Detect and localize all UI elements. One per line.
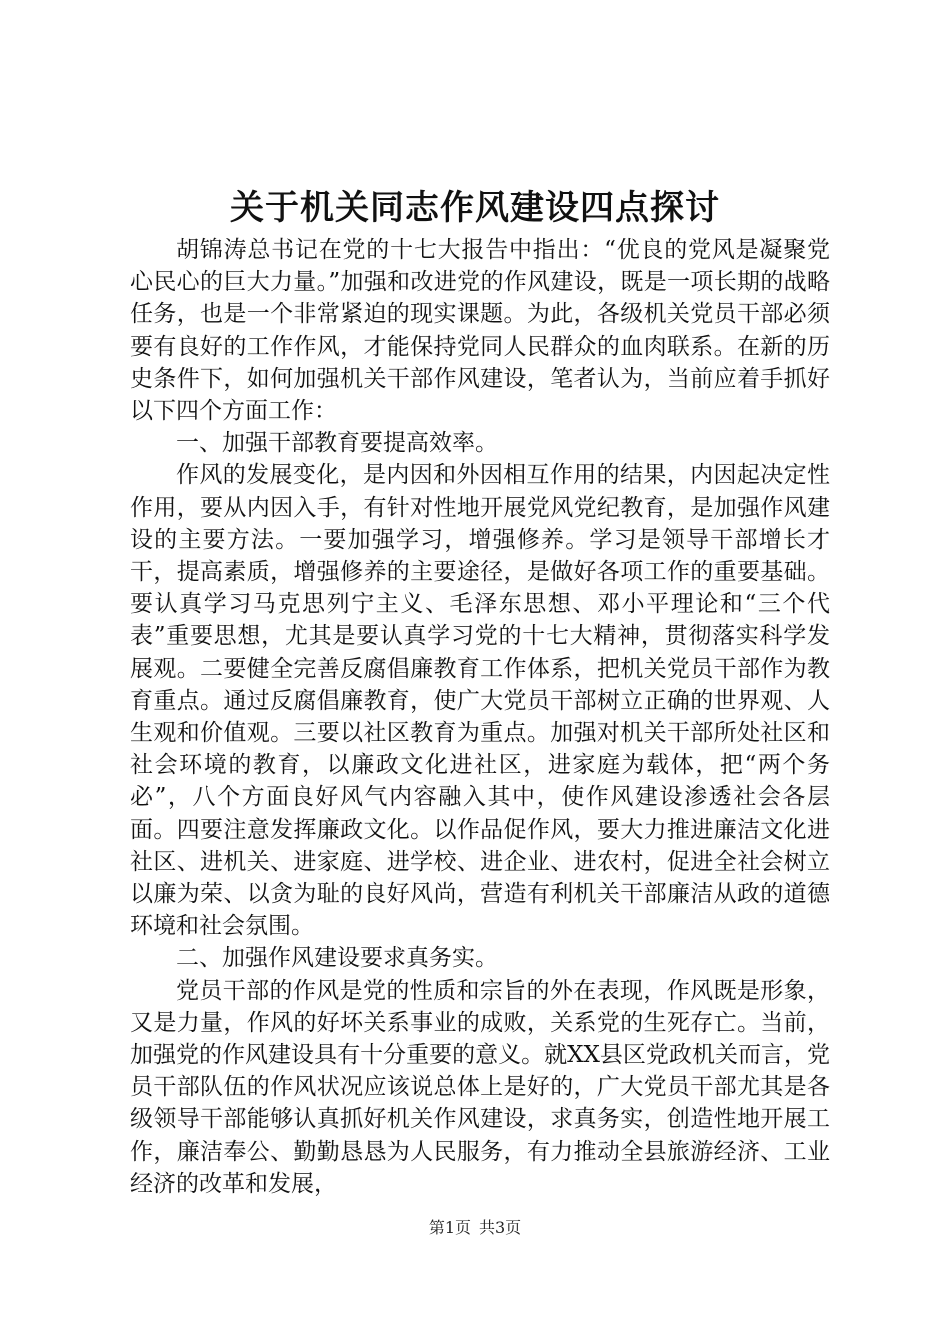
section-heading-1: 一、加强干部教育要提高效率。 — [176, 430, 498, 457]
section-1-paragraph: 作风的发展变化，是内因和外因相互作用的结果，内因起决定性作用，要从内因入手，有针对性地开展党风党纪教育，是加强作风建设的主要方法。一要加强学习，增强修养。学习是领导干部增长才干，提高素质，增强修养的主要途径，是做好各项工作的重要基础。要认真学习马克思列宁主义、毛泽东思想、邓小平理论和“三个代表”重要思想，尤其是要认真学习党的十七大精神，贯彻落实科学发展观。二要健全完善反腐倡廉教育工作体系，把机关党员干部作为教育重点。通过反腐倡廉教育，使广大党员干部树立正确的世界观、人生观和价值观。三要以社区教育为重点。加强对机关干部所处社区和社会环境的教育，以廉政文化进社区，进家庭为载体，把“两个务必”，八个方面良好风气内容融入其中，使作风建设渗透社会各层面。四要注意发挥廉政文化。以作品促作风，要大力推进廉洁文化进社区、进机关、进家庭、进学校、进企业、进农村，促进全社会树立以廉为荣、以贪为耻的良好风尚，营造有利机关干部廉洁从政的道德环境和社会氛围。 — [130, 462, 830, 940]
section-2-paragraph: 党员干部的作风是党的性质和宗旨的外在表现，作风既是形象，又是力量，作风的好坏关系事业的成败，关系党的生死存亡。当前，加强党的作风建设具有十分重要的意义。就XX县区党政机关而言，党员干部队伍的作风状况应该说总体上是好的，广大党员干部尤其是各级领导干部能够认真抓好机关作风建设，求真务实，创造性地开展工作，廉洁奉公、勤勤恳恳为人民服务，有力推动全县旅游经济、工业经济的改革和发展， — [130, 977, 830, 1197]
page-number-total: 共3页 — [479, 1218, 522, 1237]
intro-paragraph: 胡锦涛总书记在党的十七大报告中指出：“优良的党风是凝聚党心民心的巨大力量。”加强和改进党的作风建设，既是一项长期的战略任务，也是一个非常紧迫的现实课题。为此，各级机关党员干部必须要有良好的工作作风，才能保持党同人民群众的血肉联系。在新的历史条件下，如何加强机关干部作风建设，笔者认为，当前应着手抓好以下四个方面工作： — [130, 237, 830, 425]
page-number-current: 第1页 — [428, 1218, 471, 1237]
document-body — [130, 234, 830, 1200]
page-footer — [0, 1217, 950, 1239]
document-title: 关于机关同志作风建设四点探讨 — [230, 188, 720, 228]
section-heading-2: 二、加强作风建设要求真务实。 — [176, 945, 498, 972]
